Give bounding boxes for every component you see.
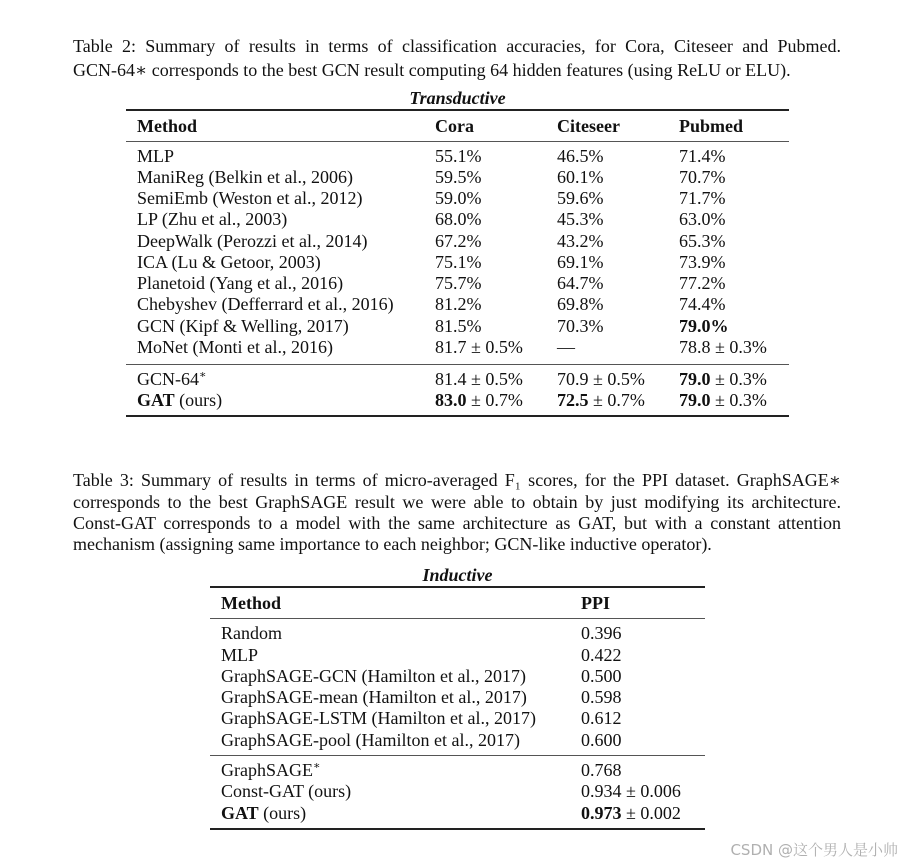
table3-caption-line: Table 3: Summary of results in terms of micro-averaged F₁ scores, for the PPI dataset. GraphSAGE∗ <box>73 470 841 490</box>
table3-top-rule <box>210 586 705 588</box>
value-text: 75.7% <box>435 273 482 293</box>
value-text: DeepWalk (Perozzi et al., 2014) <box>137 231 368 251</box>
watermark: CSDN @这个男人是小帅 <box>730 841 898 859</box>
value-text: 46.5% <box>557 146 604 166</box>
value-cell <box>435 337 523 357</box>
value-text: 77.2% <box>679 273 726 293</box>
value-text: GraphSAGE-LSTM (Hamilton et al., 2017) <box>221 708 536 728</box>
value-text: 0.500 <box>581 666 622 686</box>
value-cell <box>679 390 767 410</box>
table2-setting-title: Transductive <box>409 88 506 108</box>
value-text: ± 0.7% <box>588 390 645 410</box>
value-cell <box>581 708 622 728</box>
value-cell <box>435 188 482 208</box>
value-text: 0.600 <box>581 730 622 750</box>
value-text: 81.4 ± 0.5% <box>435 369 523 389</box>
value-text: Planetoid (Yang et al., 2016) <box>137 273 344 293</box>
value-cell <box>557 390 645 410</box>
value-cell <box>679 337 767 357</box>
table3-mid-rule <box>210 755 705 756</box>
method-cell <box>137 390 222 410</box>
bold-value: 79.0 <box>679 390 711 410</box>
value-cell <box>581 623 622 643</box>
bold-value: 83.0 <box>435 390 467 410</box>
method-cell <box>137 146 174 166</box>
value-cell <box>679 294 726 314</box>
value-text: 71.4% <box>679 146 726 166</box>
bold-value: 72.5 <box>557 390 589 410</box>
table2-bottom-rule <box>126 415 789 417</box>
value-cell <box>435 146 482 166</box>
value-text: 70.7% <box>679 167 726 187</box>
value-text: SemiEmb (Weston et al., 2012) <box>137 188 363 208</box>
value-cell <box>557 231 604 251</box>
value-text: 0.768 <box>581 760 622 780</box>
method-cell <box>221 666 526 686</box>
value-cell <box>557 294 604 314</box>
value-text: ± 0.3% <box>710 369 767 389</box>
method-cell <box>221 781 351 801</box>
table3-bottom-rule <box>210 828 705 830</box>
method-cell <box>137 188 363 208</box>
value-text: (ours) <box>258 803 307 823</box>
value-cell <box>435 316 482 336</box>
value-cell <box>581 645 622 665</box>
value-cell <box>679 146 726 166</box>
method-cell <box>221 687 527 707</box>
value-text: 73.9% <box>679 252 726 272</box>
bold-value: 79.0 <box>679 369 711 389</box>
value-text: GCN-64 <box>137 369 199 389</box>
method-cell <box>137 369 206 389</box>
value-cell <box>581 781 681 801</box>
value-cell <box>581 803 681 823</box>
value-cell <box>435 252 482 272</box>
table2-header-rule <box>126 141 789 142</box>
method-cell <box>137 252 321 272</box>
value-text: 69.1% <box>557 252 604 272</box>
value-cell <box>679 231 726 251</box>
header-citeseer: Citeseer <box>557 116 620 136</box>
value-cell <box>557 273 604 293</box>
value-text: GCN (Kipf & Welling, 2017) <box>137 316 349 336</box>
header-pubmed: Pubmed <box>679 116 744 136</box>
value-text: 81.7 ± 0.5% <box>435 337 523 357</box>
value-text: 70.9 ± 0.5% <box>557 369 645 389</box>
value-text: Const-GAT (ours) <box>221 781 352 801</box>
method-cell <box>221 803 306 823</box>
value-text: ± 0.7% <box>466 390 523 410</box>
method-cell <box>221 730 520 750</box>
table3-caption-line: mechanism (assigning same importance to each neighbor; GCN-like inductive operator). <box>73 534 712 554</box>
value-text: 55.1% <box>435 146 482 166</box>
value-cell <box>679 188 726 208</box>
value-text: 81.2% <box>435 294 482 314</box>
value-cell <box>435 390 523 410</box>
value-cell <box>435 209 482 229</box>
method-cell <box>137 209 287 229</box>
value-cell <box>435 273 482 293</box>
value-cell <box>435 167 482 187</box>
value-text: 69.8% <box>557 294 604 314</box>
superscript: ∗ <box>199 369 207 381</box>
method-cell <box>221 760 320 780</box>
value-cell <box>557 146 604 166</box>
table2-mid-rule <box>126 364 789 365</box>
table2-caption-line: Table 2: Summary of results in terms of classification accuracies, for Cora, Citeseer and Pubmed. <box>73 36 841 56</box>
value-cell <box>557 316 604 336</box>
value-cell <box>679 369 767 389</box>
method-cell <box>221 645 258 665</box>
table3-caption-line: corresponds to the best GraphSAGE result we were able to obtain by just modifying its architecture. <box>73 492 841 512</box>
value-text: 43.2% <box>557 231 604 251</box>
value-text: ManiReg (Belkin et al., 2006) <box>137 167 353 187</box>
value-cell <box>435 231 482 251</box>
value-text: Random <box>221 623 282 643</box>
value-text: MoNet (Monti et al., 2016) <box>137 337 333 357</box>
value-text: 71.7% <box>679 188 726 208</box>
value-text: MLP <box>137 146 175 166</box>
value-cell <box>557 369 645 389</box>
value-text: 60.1% <box>557 167 604 187</box>
value-cell <box>679 316 729 336</box>
value-text: 59.0% <box>435 188 482 208</box>
value-cell <box>581 666 622 686</box>
bold-value: GAT <box>137 390 175 410</box>
value-cell <box>557 209 604 229</box>
value-cell <box>581 760 622 780</box>
value-text: GraphSAGE <box>221 760 313 780</box>
header-method: Method <box>221 593 281 613</box>
value-cell <box>581 687 622 707</box>
value-cell <box>557 337 575 357</box>
header-ppi: PPI <box>581 593 610 613</box>
value-text: 0.934 ± 0.006 <box>581 781 681 801</box>
value-text: LP (Zhu et al., 2003) <box>137 209 288 229</box>
bold-value: 79.0% <box>679 316 729 336</box>
table2-top-rule <box>126 109 789 111</box>
value-text: 67.2% <box>435 231 482 251</box>
value-text: 74.4% <box>679 294 726 314</box>
table3-header-rule <box>210 618 705 619</box>
value-cell <box>679 273 726 293</box>
value-cell <box>581 730 622 750</box>
value-text: 0.612 <box>581 708 622 728</box>
value-cell <box>557 252 604 272</box>
value-text: 0.422 <box>581 645 622 665</box>
table3-setting-title: Inductive <box>422 565 493 585</box>
method-cell <box>221 708 536 728</box>
method-cell <box>137 167 353 187</box>
method-cell <box>137 231 367 251</box>
table3-caption-line: Const-GAT corresponds to a model with the same architecture as GAT, but with a constant attention <box>73 513 841 533</box>
value-text: (ours) <box>174 390 223 410</box>
value-text: ICA (Lu & Getoor, 2003) <box>137 252 321 272</box>
method-cell <box>137 294 394 314</box>
method-cell <box>221 623 282 643</box>
value-text: 0.598 <box>581 687 622 707</box>
value-cell <box>679 209 726 229</box>
value-text: 68.0% <box>435 209 482 229</box>
value-text: 64.7% <box>557 273 604 293</box>
value-text: 70.3% <box>557 316 604 336</box>
value-text: ± 0.3% <box>710 390 767 410</box>
value-text: 78.8 ± 0.3% <box>679 337 767 357</box>
method-cell <box>137 337 333 357</box>
value-text: 65.3% <box>679 231 726 251</box>
value-cell <box>435 294 482 314</box>
value-text: GraphSAGE-GCN (Hamilton et al., 2017) <box>221 666 526 686</box>
value-text: 0.396 <box>581 623 622 643</box>
header-method: Method <box>137 116 197 136</box>
value-text: 81.5% <box>435 316 482 336</box>
value-text: 59.5% <box>435 167 482 187</box>
value-text: GraphSAGE-pool (Hamilton et al., 2017) <box>221 730 520 750</box>
method-cell <box>137 316 349 336</box>
method-cell <box>137 273 343 293</box>
value-cell <box>679 167 726 187</box>
value-text: — <box>557 337 575 357</box>
value-cell <box>679 252 726 272</box>
value-cell <box>557 167 604 187</box>
value-text: MLP <box>221 645 259 665</box>
value-text: 59.6% <box>557 188 604 208</box>
value-text: ± 0.002 <box>621 803 681 823</box>
value-text: Chebyshev (Defferrard et al., 2016) <box>137 294 394 314</box>
value-cell <box>435 369 523 389</box>
value-text: GraphSAGE-mean (Hamilton et al., 2017) <box>221 687 527 707</box>
value-text: 63.0% <box>679 209 726 229</box>
bold-value: GAT <box>221 803 259 823</box>
header-cora: Cora <box>435 116 474 136</box>
superscript: ∗ <box>313 760 321 772</box>
value-cell <box>557 188 604 208</box>
value-text: 75.1% <box>435 252 482 272</box>
value-text: 45.3% <box>557 209 604 229</box>
table2-caption-line: GCN-64∗ corresponds to the best GCN result computing 64 hidden features (using ReLU or ELU). <box>73 60 791 80</box>
bold-value: 0.973 <box>581 803 622 823</box>
